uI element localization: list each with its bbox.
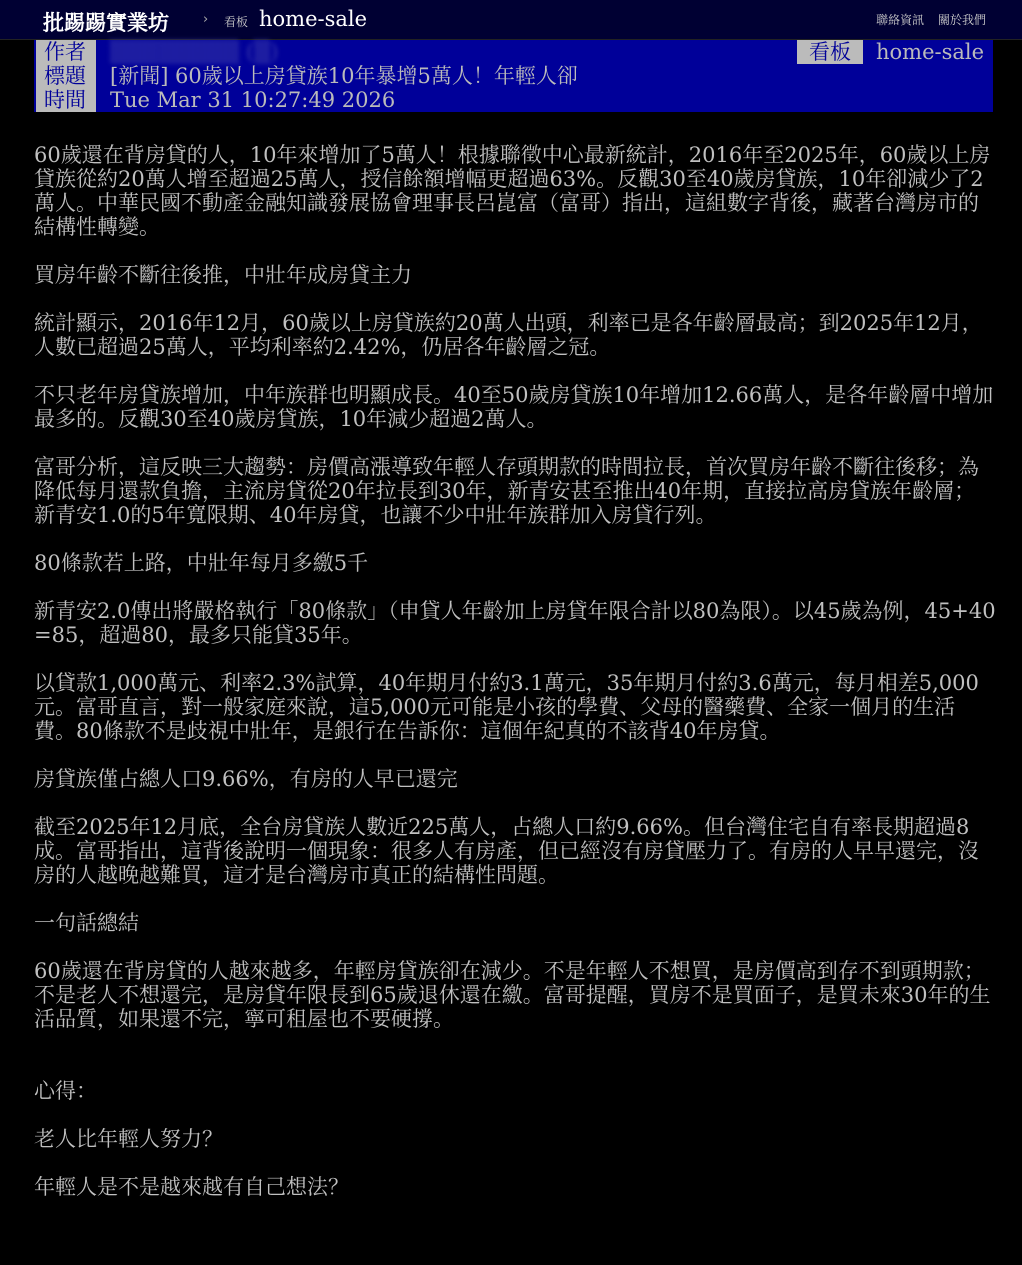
- article-meta-header: [34, 40, 993, 112]
- top-links: [866, 11, 986, 28]
- author-comment: 年輕人是不是越來越有自己想法？: [34, 1175, 349, 1199]
- time-tag: 時間: [36, 88, 96, 112]
- about-link[interactable]: 關於我們: [937, 13, 986, 27]
- article-paragraph: 新青安2.0傳出將嚴格執行「80條款」（申貸人年齡加上房貸年限合計以80為限）。以45歲為例，45+40=85，超過80，最多只能貸35年。: [34, 599, 996, 647]
- title-value: [新聞] 60歲以上房貸族10年暴增5萬人！年輕人卻: [110, 64, 578, 88]
- breadcrumb-board-link[interactable]: home-sale: [259, 7, 368, 31]
- author-comment-heading: 心得：: [34, 1079, 97, 1103]
- author-value: ▒▒▒▒▒▒▒▒ (▒): [110, 40, 279, 64]
- author-tag: 作者: [36, 40, 96, 64]
- article-paragraph: 60歲還在背房貸的人越來越多，年輕房貸族卻在減少。不是年輕人不想買，是房價高到存不到頭期款；不是老人不想還完，是房貸年限長到65歲退休還在繳。富哥提醒，買房不是買面子，是買未來30年的生活品質，如果還不完，寧可租屋也不要硬撐。: [34, 959, 991, 1031]
- breadcrumb-separator: ›: [203, 12, 209, 27]
- article-subheading: 80條款若上路，中壯年每月多繳5千: [34, 551, 369, 575]
- article-paragraph: 60歲還在背房貸的人，10年來增加了5萬人！根據聯徵中心最新統計，2016年至2025年，60歲以上房貸族從約20萬人增至超過25萬人，授信餘額增幅更超過63%。反觀30至40歲房貸族，10年卻減少了2萬人。中華民國不動產金融知識發展協會理事長呂崑富（富哥）指出，這組數字背後，藏著台灣房市的結構性轉變。: [34, 143, 991, 239]
- title-row: [34, 64, 993, 88]
- time-row: [34, 88, 993, 112]
- article-subheading: 買房年齡不斷往後推，中壯年成房貸主力: [34, 263, 412, 287]
- article-paragraph: 不只老年房貸族增加，中年族群也明顯成長。40至50歲房貸族10年增加12.66萬人，是各年齡層中增加最多的。反觀30至40歲房貸族，10年減少超過2萬人。: [34, 383, 994, 431]
- article-subheading: 房貸族僅占總人口9.66%，有房的人早已還完: [34, 767, 458, 791]
- board-tag: 看板: [797, 40, 863, 64]
- article-paragraph: 以貸款1,000萬元、利率2.3%試算，40年期月付約3.1萬元，35年期月付約3.6萬元，每月相差5,000元。富哥直言，對一般家庭來說，這5,000元可能是小孩的學費、父母的醫藥費、全家一個月的生活費。80條款不是歧視中壯年，是銀行在告訴你：這個年紀真的不該背40年房貸。: [34, 671, 979, 743]
- board-value: home-sale: [876, 40, 985, 64]
- article-content: [34, 143, 996, 1223]
- time-value: Tue Mar 31 10:27:49 2026: [110, 88, 396, 112]
- author-row: [34, 40, 993, 64]
- article-subheading: 一句話總結: [34, 911, 139, 935]
- article-paragraph: 富哥分析，這反映三大趨勢：房價高漲導致年輕人存頭期款的時間拉長，首次買房年齡不斷往後移；為降低每月還款負擔，主流房貸從20年拉長到30年，新青安甚至推出40年期，直接拉高房貸族年齡層；新青安1.0的5年寬限期、40年房貸，也讓不少中壯年族群加入房貸行列。: [34, 455, 979, 527]
- top-navigation-bar: [0, 0, 1022, 40]
- article-paragraph: 截至2025年12月底，全台房貸族人數近225萬人，占總人口約9.66%。但台灣住宅自有率長期超過8成。富哥指出，這背後說明一個現象：很多人有房產，但已經沒有房貸壓力了。有房的人早早還完，沒房的人越晚越難買，這才是台灣房市真正的結構性問題。: [34, 815, 979, 887]
- article-paragraph: 統計顯示，2016年12月，60歲以上房貸族約20萬人出頭，利率已是各年齡層最高；到2025年12月，人數已超過25萬人，平均利率約2.42%，仍居各年齡層之冠。: [34, 311, 983, 359]
- title-tag: 標題: [36, 64, 96, 88]
- author-comment: 老人比年輕人努力？: [34, 1127, 223, 1151]
- contact-link[interactable]: 聯絡資訊: [876, 13, 925, 27]
- breadcrumb-board-label: 看板: [224, 15, 249, 29]
- site-brand-link[interactable]: 批踢踢實業坊: [43, 11, 169, 35]
